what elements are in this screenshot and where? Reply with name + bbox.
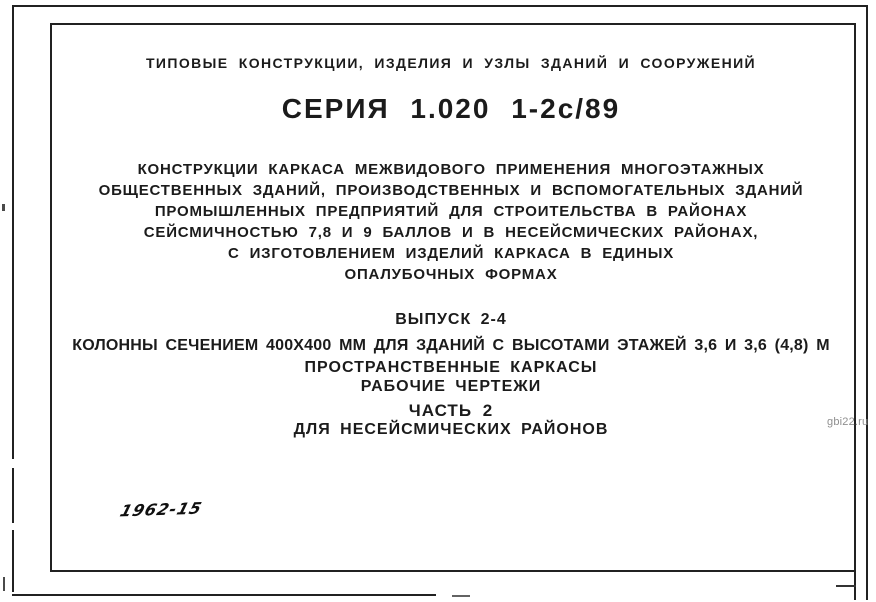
issue-subtitle-line: ПРОСТРАНСТВЕННЫЕ КАРКАСЫ (304, 359, 598, 376)
part-subtitle: ДЛЯ НЕСЕЙСМИЧЕСКИХ РАЙОНОВ (293, 421, 609, 438)
description-line: ОПАЛУБОЧНЫХ ФОРМАХ (344, 266, 558, 283)
part-title: ЧАСТЬ 2 (408, 401, 494, 420)
scan-line-break (11, 459, 15, 468)
inner-frame-bottom-line (50, 570, 856, 572)
scan-edge-artifact (3, 577, 5, 591)
outer-frame-top-line (12, 5, 868, 7)
issue-subtitle-line: КОЛОННЫ СЕЧЕНИЕМ 400Х400 ММ ДЛЯ ЗДАНИЙ С ВЫСОТАМИ ЭТАЖЕЙ 3,6 И 3,6 (4,8) М (72, 337, 830, 354)
description-line: КОНСТРУКЦИИ КАРКАСА МЕЖВИДОВОГО ПРИМЕНЕНИЯ МНОГОЭТАЖНЫХ (137, 161, 765, 178)
outer-frame-left-line (12, 5, 14, 592)
catalog-header: ТИПОВЫЕ КОНСТРУКЦИИ, ИЗДЕЛИЯ И УЗЛЫ ЗДАНИЙ И СООРУЖЕНИЙ (145, 55, 757, 71)
description-line: ПРОМЫШЛЕННЫХ ПРЕДПРИЯТИЙ ДЛЯ СТРОИТЕЛЬСТВА В РАЙОНАХ (154, 203, 748, 220)
scan-edge-artifact (836, 585, 856, 587)
inner-frame-top-line (50, 23, 856, 25)
description-line: ОБЩЕСТВЕННЫХ ЗДАНИЙ, ПРОИЗВОДСТВЕННЫХ И ВСПОМОГАТЕЛЬНЫХ ЗДАНИЙ (98, 182, 804, 199)
outer-frame-bottom-line (12, 594, 436, 596)
scan-line-break (11, 523, 15, 530)
handwritten-inventory-number: 1962-15 (117, 498, 205, 521)
issue-title: ВЫПУСК 2-4 (395, 311, 507, 328)
description-line: СЕЙСМИЧНОСТЬЮ 7,8 И 9 БАЛЛОВ И В НЕСЕЙСМИЧЕСКИХ РАЙОНАХ, (143, 224, 759, 241)
watermark-text: gbi22.ru (827, 416, 869, 428)
issue-subtitle-line: РАБОЧИЕ ЧЕРТЕЖИ (360, 378, 542, 395)
scan-edge-artifact (2, 204, 5, 211)
series-title: СЕРИЯ 1.020 1-2с/89 (281, 93, 621, 124)
outer-frame-bottom-dash (452, 595, 470, 597)
description-line: С ИЗГОТОВЛЕНИЕМ ИЗДЕЛИЙ КАРКАСА В ЕДИНЫХ (227, 245, 675, 262)
